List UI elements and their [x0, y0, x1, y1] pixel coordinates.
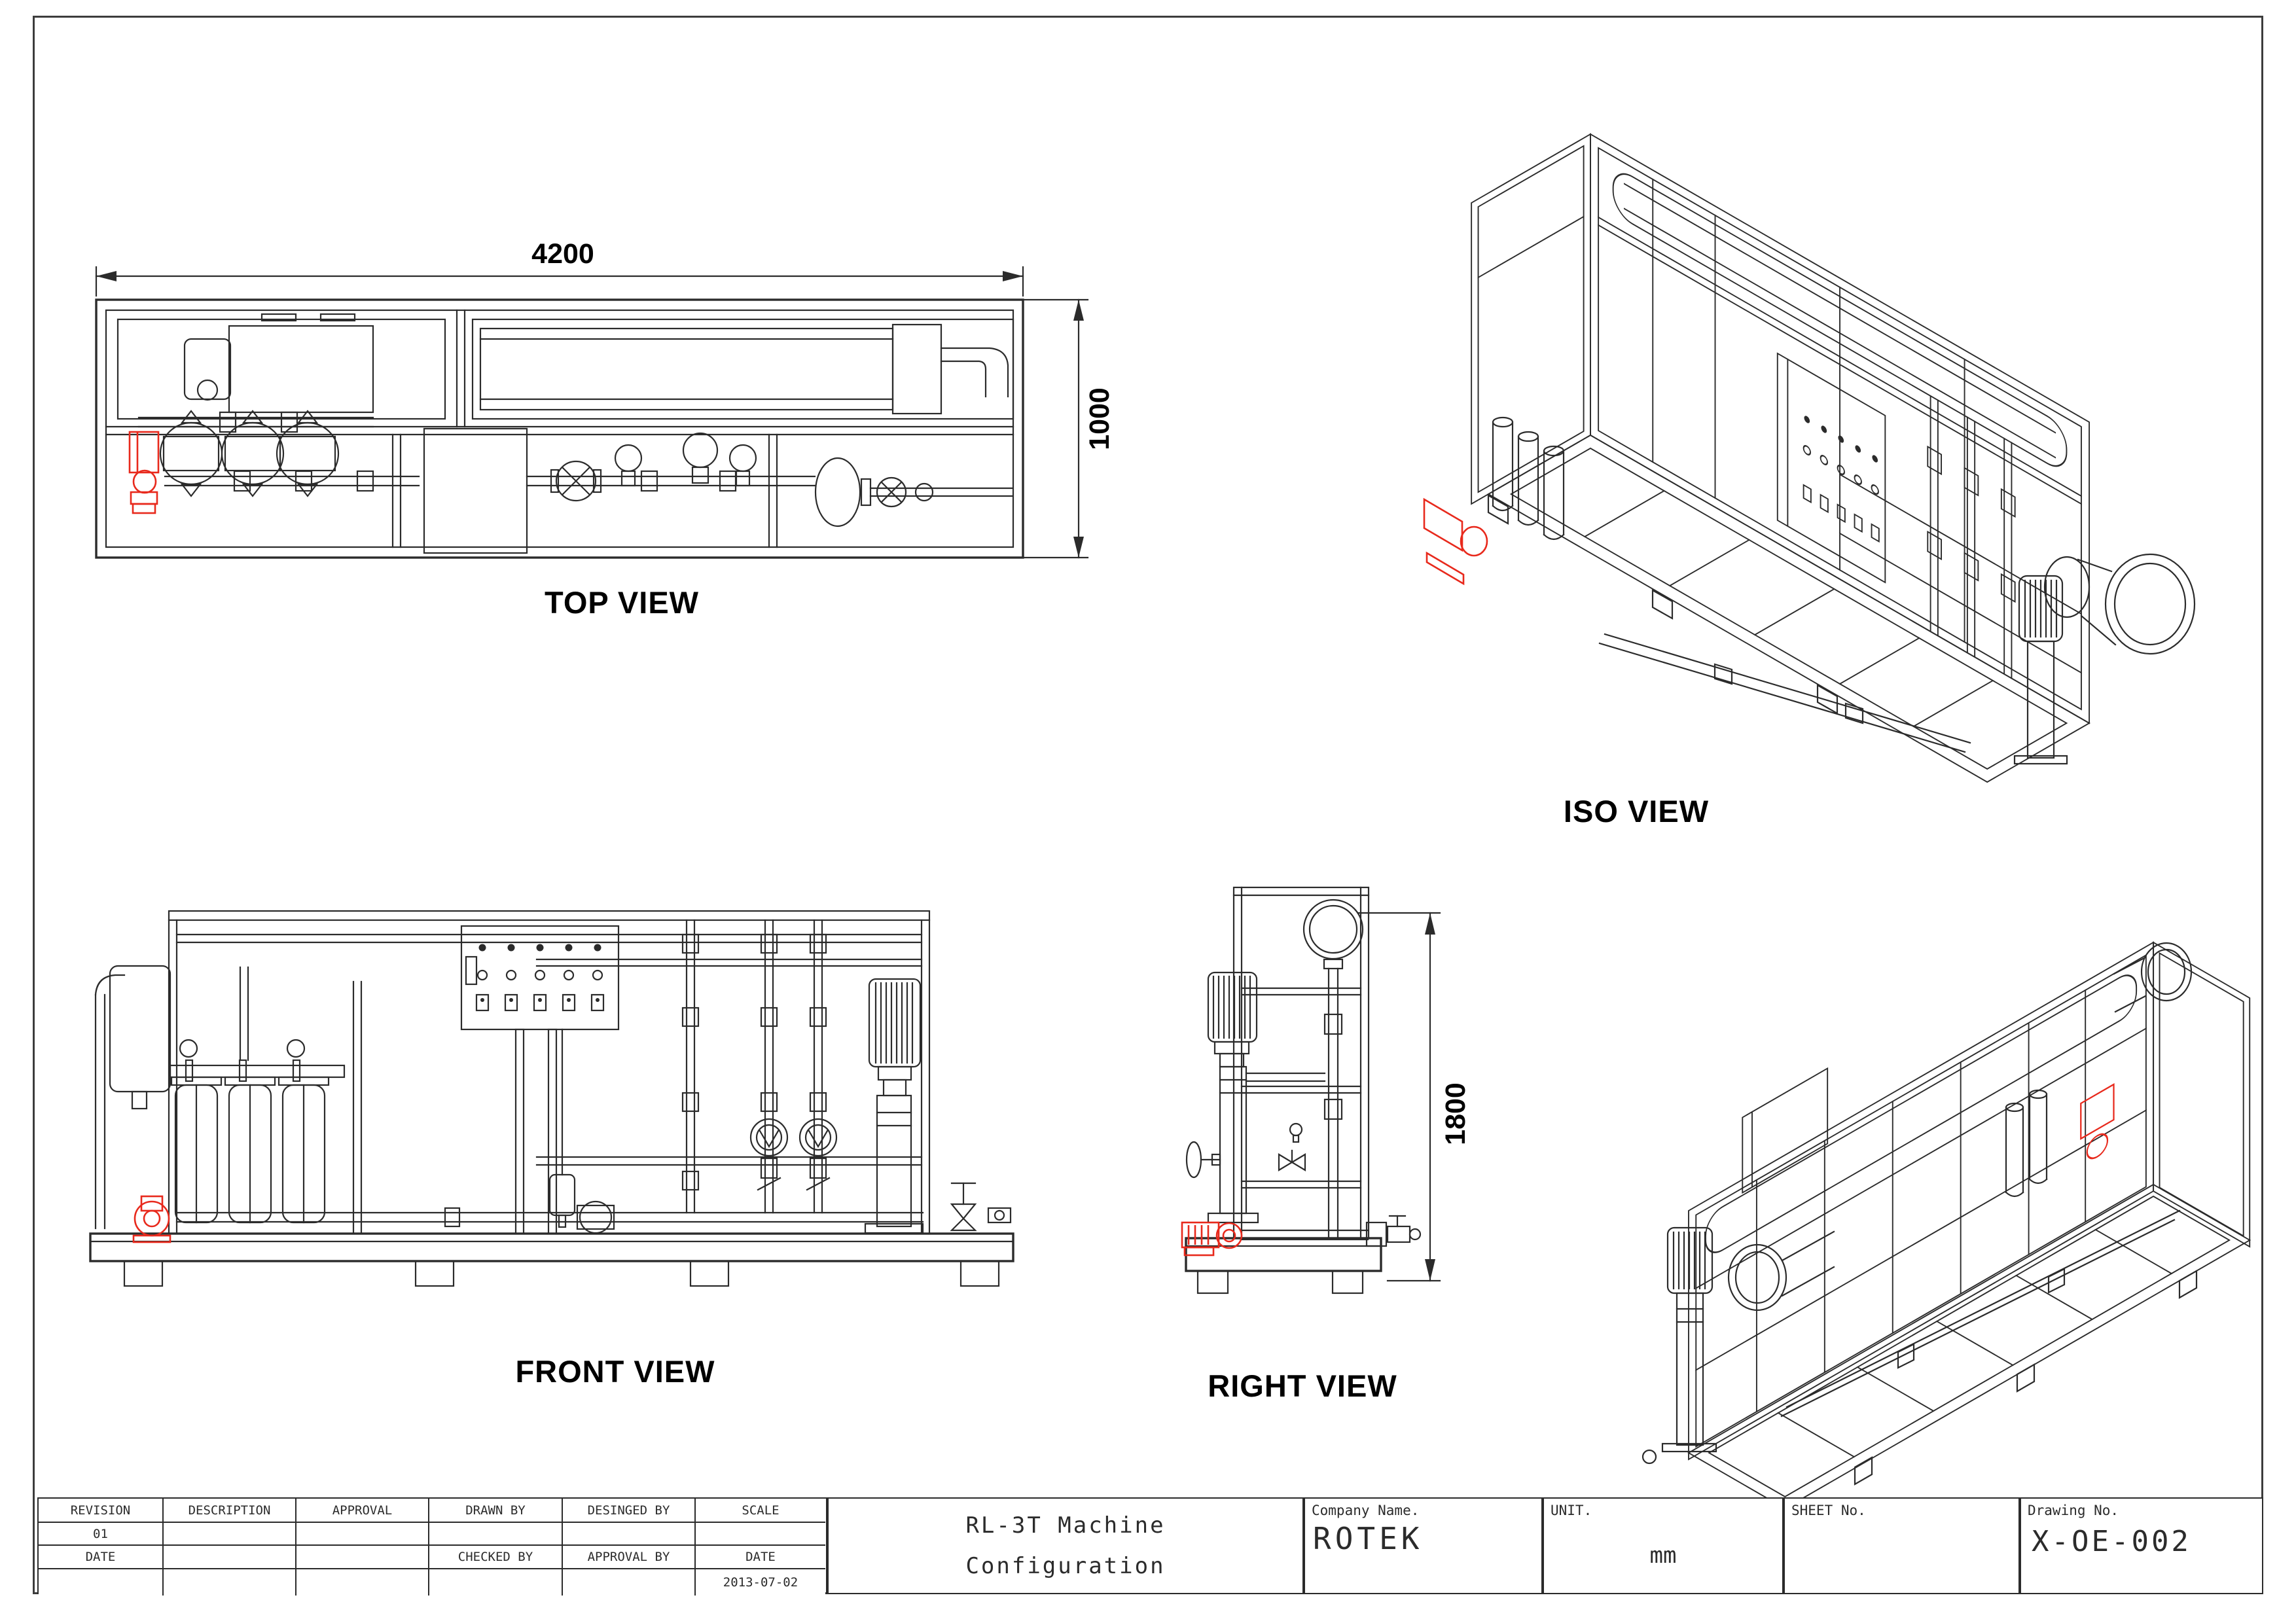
- dimension-1800-lines: [1358, 913, 1440, 1281]
- company-box: [1304, 1497, 1543, 1594]
- company-name: ROTEK: [1313, 1521, 1424, 1556]
- dimension-4200-text: 4200: [531, 238, 594, 270]
- scale-value: [696, 1523, 825, 1546]
- drawn-by-value: [429, 1523, 563, 1546]
- unit-box: [1543, 1497, 1784, 1594]
- right-view-label: RIGHT VIEW: [1208, 1368, 1397, 1403]
- sheet-no-label: SHEET No.: [1791, 1503, 1866, 1518]
- drawn-by-header: DRAWN BY: [429, 1499, 563, 1523]
- sheet-no-box: [1784, 1497, 2020, 1594]
- revision-table: [37, 1497, 827, 1594]
- highpressure-pump-iso2: [1643, 1228, 1716, 1463]
- date-label: DATE: [39, 1546, 164, 1569]
- top-view-drawing: [65, 262, 1113, 569]
- control-panel-front: [461, 926, 619, 1234]
- highpressure-pump-iso: [2015, 576, 2067, 764]
- filter-housings-front: [170, 1040, 344, 1222]
- unit-value: mm: [1649, 1543, 1677, 1569]
- checked-by-value: [429, 1569, 563, 1596]
- company-label: Company Name.: [1312, 1503, 1420, 1518]
- date-header: DATE: [696, 1546, 825, 1569]
- feed-pump-top-red: [130, 432, 158, 513]
- checked-by-header: CHECKED BY: [429, 1546, 563, 1569]
- empty-cell: [164, 1569, 296, 1596]
- iso-rear-view-drawing: [1590, 903, 2284, 1512]
- sheet-no-value: [1785, 1518, 2018, 1593]
- drawing-no-value: X-OE-002: [2032, 1525, 2191, 1558]
- description-value: [164, 1523, 296, 1546]
- approval-by-header: APPROVAL BY: [563, 1546, 696, 1569]
- scale-header: SCALE: [696, 1499, 825, 1523]
- open-pipe-iso2: [1729, 1232, 1834, 1310]
- dimension-1000-lines: [1023, 300, 1088, 558]
- approval-header: APPROVAL: [296, 1499, 429, 1523]
- iso-view-drawing: [1361, 56, 2278, 782]
- dimension-4200-lines: [96, 267, 1023, 296]
- feed-pump-iso-red: [1424, 499, 1487, 584]
- designed-by-header: DESINGED BY: [563, 1499, 696, 1523]
- front-view-label: FRONT VIEW: [515, 1354, 715, 1389]
- drawing-title-line2: Configuration: [965, 1553, 1166, 1579]
- drawing-no-label: Drawing No.: [2028, 1503, 2119, 1518]
- feed-pump-front-red: [134, 1196, 170, 1242]
- drawing-no-box: [2020, 1497, 2263, 1594]
- right-view-drawing: [1172, 877, 1486, 1309]
- description-header: DESCRIPTION: [164, 1499, 296, 1523]
- approval-value: [296, 1523, 429, 1546]
- control-panel-iso: [1778, 353, 1886, 582]
- empty-cell: [296, 1546, 429, 1569]
- designed-by-value: [563, 1523, 696, 1546]
- highpressure-pump-front: [865, 979, 923, 1233]
- date-value: 2013-07-02: [696, 1569, 825, 1596]
- top-view-label: TOP VIEW: [544, 585, 700, 620]
- valves-front-right: [952, 1183, 1011, 1230]
- drawing-title-box: [827, 1497, 1304, 1594]
- empty-cell: [164, 1546, 296, 1569]
- outlet-pipe-iso: [2045, 554, 2195, 654]
- empty-cell: [39, 1569, 164, 1596]
- drawing-title-line1: RL-3T Machine: [965, 1512, 1166, 1539]
- front-view-drawing: [79, 897, 1034, 1302]
- revision-value: 01: [39, 1523, 164, 1546]
- membrane-pipes-front: [683, 920, 836, 1213]
- title-block: [33, 1497, 2263, 1594]
- approval-by-value: [563, 1569, 696, 1596]
- empty-cell: [296, 1569, 429, 1596]
- dimension-1800-text: 1800: [1440, 1082, 1471, 1145]
- dimension-1000-text: 1000: [1084, 387, 1115, 450]
- highpressure-pump-right: [1187, 972, 1258, 1222]
- unit-label: UNIT.: [1551, 1503, 1592, 1518]
- revision-header: REVISION: [39, 1499, 164, 1523]
- iso-view-label: ISO VIEW: [1563, 794, 1710, 829]
